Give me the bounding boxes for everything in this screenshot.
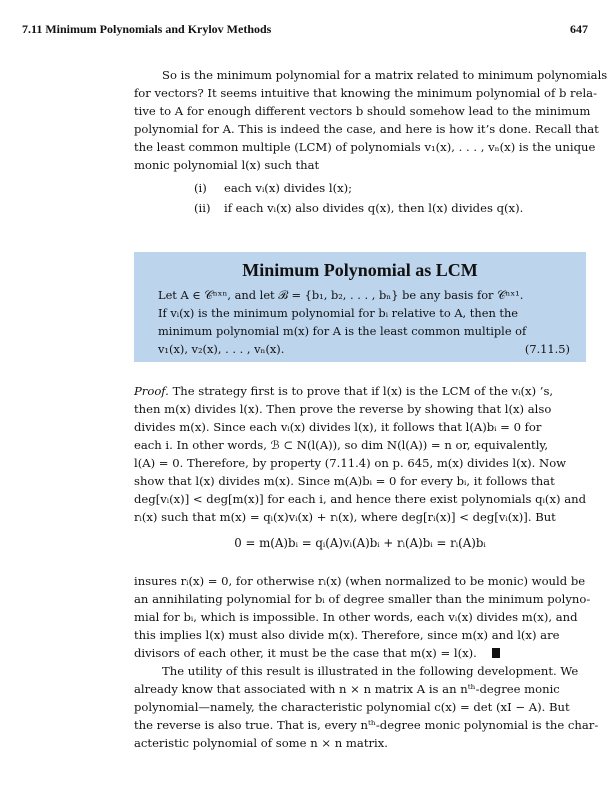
condition-text: each vᵢ(x) divides l(x); [224, 181, 353, 195]
proof-line: then m(x) divides l(x). Then prove the reverse by showing that l(x) also [134, 402, 552, 416]
page-number: 647 [570, 22, 588, 36]
proof-conclusion-paragraph [134, 572, 591, 662]
condition-text: if each vᵢ(x) also divides q(x), then l(x) divides q(x). [224, 201, 524, 215]
theorem-line: Let A ∈ 𝒞ⁿˣⁿ, and let ℬ = {b₁, b₂, . . . , bₙ} be any basis for 𝒞ⁿˣ¹. [158, 288, 524, 302]
equation-number: (7.11.5) [524, 342, 570, 356]
utility-line: already know that associated with n × n matrix A is an nᵗʰ-degree monic [134, 682, 560, 696]
proof-line: this implies l(x) must also divide m(x). Therefore, since m(x) and l(x) are [134, 628, 560, 642]
condition-item [194, 198, 586, 218]
section-title: 7.11 Minimum Polynomials and Krylov Methods [22, 22, 272, 36]
proof-last-line [134, 644, 586, 662]
utility-paragraph [134, 662, 599, 752]
theorem-line: v₁(x), v₂(x), . . . , vₙ(x). [158, 342, 285, 356]
proof-line: mial for bᵢ, which is impossible. In other words, each vᵢ(x) divides m(x), and [134, 610, 578, 624]
theorem-body [158, 286, 570, 358]
proof-line: The strategy first is to prove that if l(x) is the LCM of the vᵢ(x) ’s, [172, 384, 554, 398]
intro-line: polynomial for A. This is indeed the case, and here is how it’s done. Recall that [134, 122, 599, 136]
proof-line: an annihilating polynomial for bᵢ of degree smaller than the minimum polyno- [134, 592, 591, 606]
intro-line: So is the minimum polynomial for a matrix related to minimum polynomials [162, 68, 608, 82]
intro-line: the least common multiple (LCM) of polynomials v₁(x), . . . , vₙ(x) is the unique [134, 140, 596, 154]
condition-item [194, 178, 586, 198]
intro-line: for vectors? It seems intuitive that knowing the minimum polynomial of b rela- [134, 86, 597, 100]
intro-paragraph [134, 66, 608, 174]
utility-line: The utility of this result is illustrated in the following development. We [162, 664, 579, 678]
lcm-conditions-list [194, 178, 586, 218]
proof-line: show that l(x) divides m(x). Since m(A)bᵢ = 0 for every bᵢ, it follows that [134, 474, 555, 488]
condition-number: (i) [194, 181, 207, 195]
display-equation: 0 = m(A)bᵢ = qᵢ(A)vᵢ(A)bᵢ + rᵢ(A)bᵢ = rᵢ(A)bᵢ [234, 536, 486, 550]
proof-line: deg[vᵢ(x)] < deg[m(x)] for each i, and hence there exist polynomials qᵢ(x) and [134, 492, 586, 506]
qed-symbol-icon [492, 648, 500, 658]
utility-line: acteristic polynomial of some n × n matrix. [134, 736, 388, 750]
intro-line: tive to A for enough different vectors b should somehow lead to the minimum [134, 104, 591, 118]
proof-line: divides m(x). Since each vᵢ(x) divides l(x), it follows that l(A)bᵢ = 0 for [134, 420, 542, 434]
theorem-line: minimum polynomial m(x) for A is the least common multiple of [158, 324, 527, 338]
proof-label: Proof. [134, 384, 169, 398]
theorem-line: If vᵢ(x) is the minimum polynomial for bᵢ relative to A, then the [158, 306, 519, 320]
theorem-title: Minimum Polynomial as LCM [242, 260, 478, 280]
proof-line: each i. In other words, ℬ ⊂ N(l(A)), so dim N(l(A)) = n or, equivalently, [134, 438, 549, 452]
proof-line: divisors of each other, it must be the case that m(x) = l(x). [134, 646, 477, 660]
proof-first-line [134, 382, 586, 400]
intro-line: monic polynomial l(x) such that [134, 158, 320, 172]
condition-number: (ii) [194, 201, 211, 215]
proof-paragraph [134, 382, 586, 526]
utility-line: the reverse is also true. That is, every nᵗʰ-degree monic polynomial is the char- [134, 718, 599, 732]
theorem-box [134, 252, 586, 362]
utility-line: polynomial—namely, the characteristic polynomial c(x) = det (xI − A). But [134, 700, 570, 714]
theorem-last-line [158, 340, 570, 358]
running-header [22, 22, 588, 38]
proof-line: rᵢ(x) such that m(x) = qᵢ(x)vᵢ(x) + rᵢ(x), where deg[rᵢ(x)] < deg[vᵢ(x)]. But [134, 510, 556, 524]
proof-line: l(A) = 0. Therefore, by property (7.11.4) on p. 645, m(x) divides l(x). Now [134, 456, 567, 470]
proof-line: insures rᵢ(x) = 0, for otherwise rᵢ(x) (when normalized to be monic) would be [134, 574, 586, 588]
